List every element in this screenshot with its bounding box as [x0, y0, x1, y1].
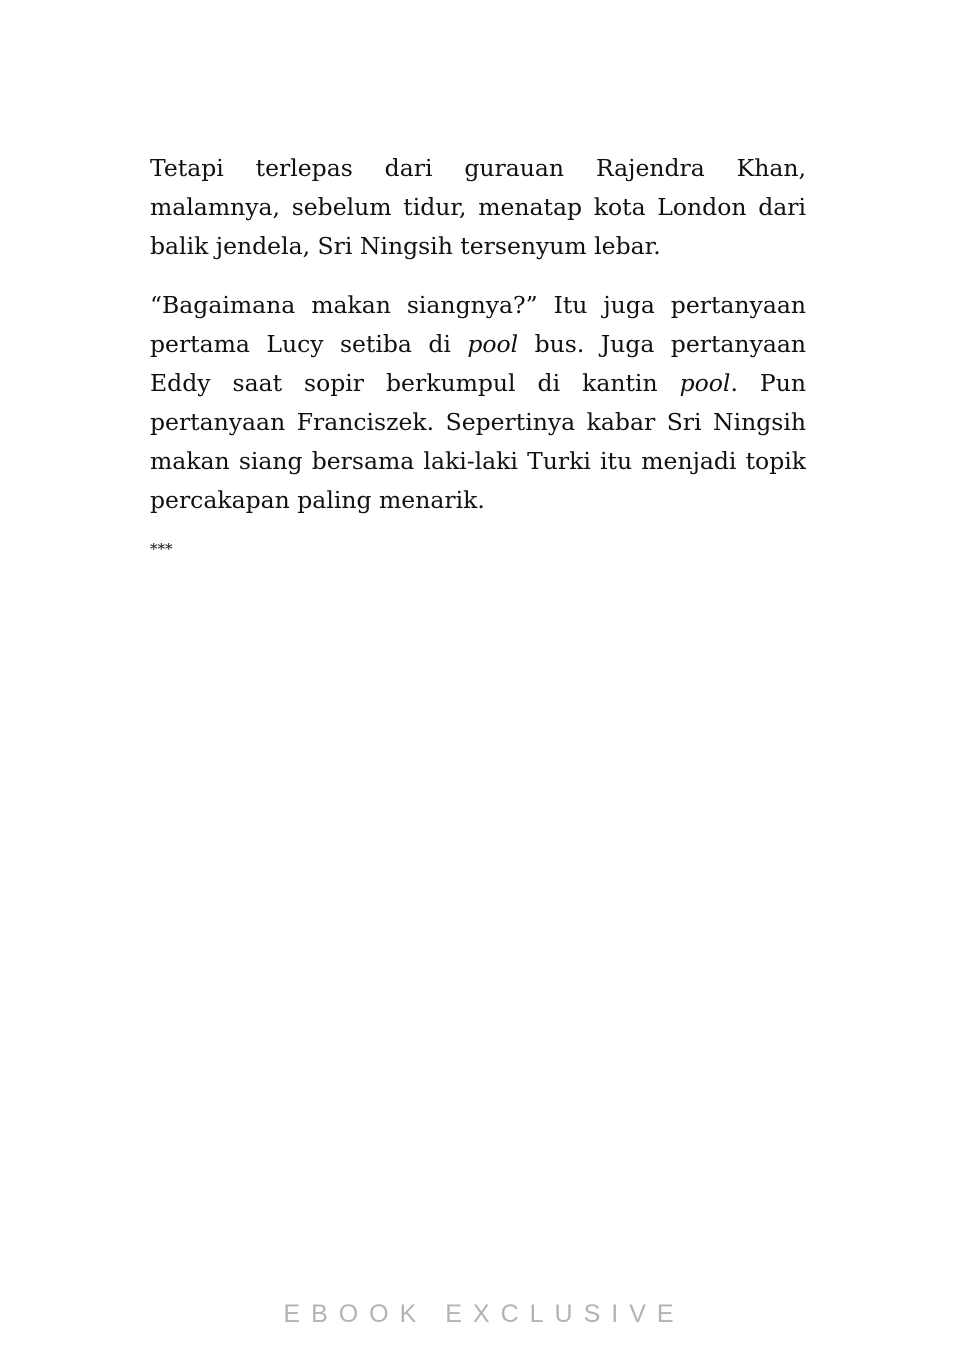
- paragraph-2-part-a: “Bagaimana makan siangnya?” Itu juga pertanyaan pertama Lucy setiba di: [150, 291, 806, 358]
- footer-watermark: EBOOK EXCLUSIVE: [283, 1300, 685, 1328]
- italic-pool-2: pool: [679, 369, 731, 397]
- paragraph-2-text: [150, 286, 806, 520]
- scene-separator: ***: [150, 540, 173, 558]
- italic-pool-1: pool: [467, 330, 519, 358]
- paragraph-1-text: Tetapi terlepas dari gurauan Rajendra Khan, malamnya, sebelum tidur, menatap kota London dari balik jendela, Sri Ningsih tersenyum lebar.: [150, 154, 806, 260]
- paragraph-2: [150, 286, 806, 520]
- paragraph-1: [150, 149, 806, 266]
- paragraph-2-part-c: . Pun pertanyaan Franciszek. Sepertinya kabar Sri Ningsih makan siang bersama laki-laki Turki itu menjadi topik percakapan paling menarik.: [150, 369, 806, 514]
- paragraph-2-part-b: bus. Juga pertanyaan Eddy saat sopir berkumpul di kantin: [150, 330, 806, 397]
